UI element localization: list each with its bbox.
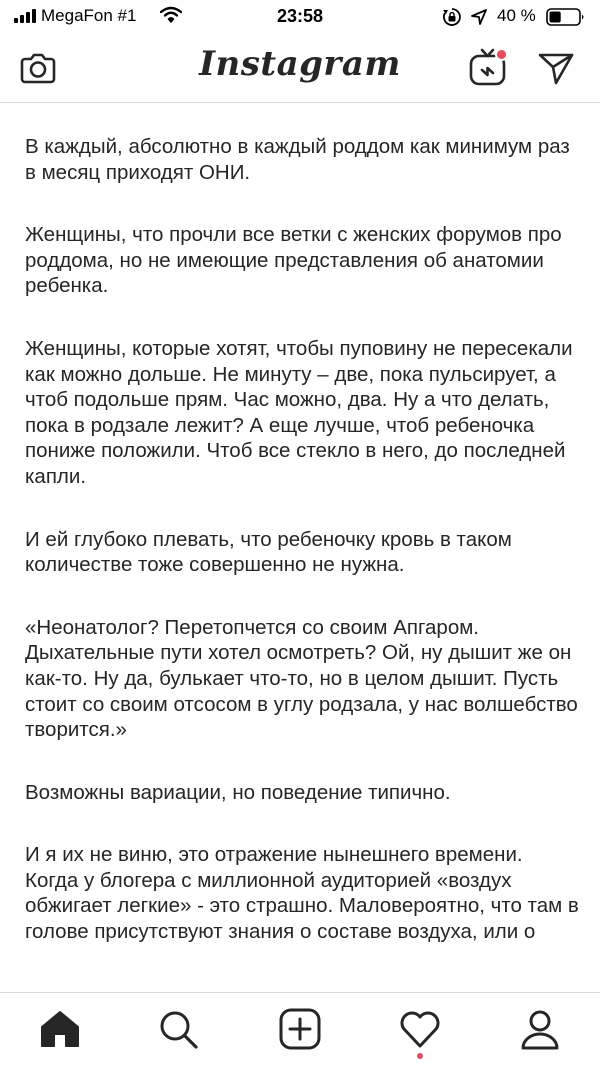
location-icon (470, 8, 488, 31)
post-text (25, 102, 580, 992)
activity-notification-dot (417, 1053, 423, 1059)
tab-new-post[interactable] (278, 1007, 322, 1051)
igtv-icon (468, 46, 510, 88)
clock: 23:58 (276, 6, 324, 26)
igtv-button[interactable] (468, 46, 510, 88)
paragraph: И ей глубоко плевать, что ребеночку кровь в таком количестве тоже совершенно не нужна. (25, 527, 512, 577)
igtv-badge (496, 49, 507, 60)
bottom-tab-bar (0, 992, 600, 1067)
tab-search[interactable] (156, 1007, 200, 1051)
paragraph: Женщины, что прочли все ветки с женских форумов про роддома, но не имеющие представления об анатомии ребенка. (25, 223, 562, 298)
home-icon (38, 1007, 82, 1051)
paragraph: В каждый, абсолютно в каждый роддом как минимум раз в месяц приходят ОНИ. (25, 135, 570, 184)
orientation-lock-icon (442, 7, 462, 32)
instagram-logo: Instagram (199, 44, 401, 84)
carrier-name: MegaFon #1 (41, 6, 137, 25)
battery-icon (546, 8, 586, 31)
battery-percent: 40 % (497, 6, 536, 25)
tab-activity[interactable] (398, 1007, 442, 1051)
tab-home[interactable] (38, 1007, 82, 1051)
search-icon (156, 1007, 200, 1051)
new-post-icon (278, 1007, 322, 1051)
app-header (0, 36, 600, 103)
paragraph: Возможны вариации, но поведение типично. (25, 780, 451, 804)
profile-icon (518, 1007, 562, 1051)
paragraph: И я их не виню, это отражение нынешнего времени. Когда у блогера с миллионной аудиторией «воздух обжигает легкие» - это страшно. Маловероятно, что там в голове присутствуют знания о составе воздуха, или о (25, 843, 579, 944)
tab-profile[interactable] (518, 1007, 562, 1051)
direct-message-button[interactable] (536, 48, 576, 88)
paragraph: «Неонатолог? Перетопчется со своим Апгаром. Дыхательные пути хотел осмотреть? Ой, ну дышит же он как-то. Ну да, булькает что-то, но в целом дышит. Пусть стоит со своим отсосом в углу родзала, у нас волшебство творится.» (25, 615, 578, 742)
direct-message-icon (536, 48, 576, 88)
activity-icon (398, 1007, 442, 1051)
status-bar (0, 0, 600, 36)
paragraph: Женщины, которые хотят, чтобы пуповину не пересекали как можно дольше. Не минуту – две, пока пульсирует, а чтоб подольше прям. Час можно, два. Ну а что делать, пока в родзале лежит? А еще лучше, чтоб ребеночка пониже положили. Чтоб все стекло в него, до последней капли. (25, 336, 573, 488)
